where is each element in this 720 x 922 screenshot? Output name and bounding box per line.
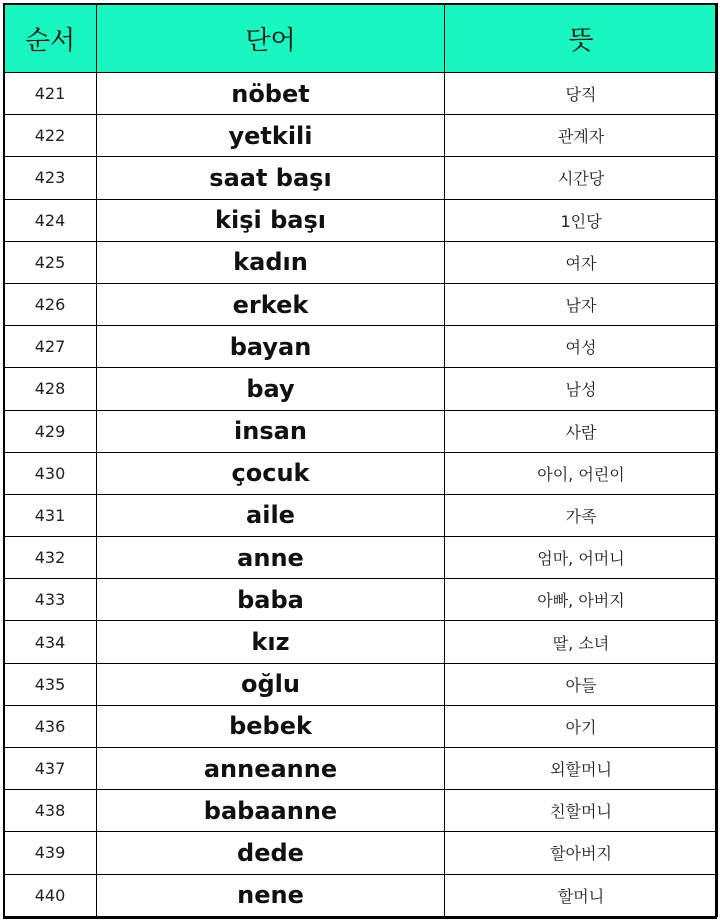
row-word: kız — [97, 621, 445, 663]
row-number: 431 — [4, 494, 97, 536]
row-meaning: 사람 — [445, 410, 718, 452]
table-row — [4, 748, 718, 790]
table-body — [4, 73, 718, 917]
row-number: 427 — [4, 326, 97, 368]
row-meaning: 아들 — [445, 663, 718, 705]
row-meaning: 할아버지 — [445, 832, 718, 874]
row-number: 424 — [4, 199, 97, 241]
table-row — [4, 537, 718, 579]
table-row — [4, 832, 718, 874]
row-number: 421 — [4, 73, 97, 115]
row-number: 429 — [4, 410, 97, 452]
row-number: 426 — [4, 283, 97, 325]
table-row — [4, 579, 718, 621]
row-word: aile — [97, 494, 445, 536]
row-word: kişi başı — [97, 199, 445, 241]
header-order: 순서 — [4, 4, 97, 73]
row-word: nöbet — [97, 73, 445, 115]
row-number: 430 — [4, 452, 97, 494]
row-number: 436 — [4, 705, 97, 747]
row-word: oğlu — [97, 663, 445, 705]
table-row — [4, 790, 718, 832]
row-meaning: 할머니 — [445, 874, 718, 916]
row-word: bay — [97, 368, 445, 410]
row-number: 428 — [4, 368, 97, 410]
row-number: 423 — [4, 157, 97, 199]
vocabulary-table — [3, 3, 718, 917]
table-row — [4, 410, 718, 452]
table-row — [4, 115, 718, 157]
row-meaning: 여자 — [445, 241, 718, 283]
header-word: 단어 — [97, 4, 445, 73]
row-word: baba — [97, 579, 445, 621]
row-meaning: 엄마, 어머니 — [445, 537, 718, 579]
table-row — [4, 874, 718, 916]
table-row — [4, 452, 718, 494]
row-number: 439 — [4, 832, 97, 874]
table-row — [4, 199, 718, 241]
row-word: erkek — [97, 283, 445, 325]
row-word: dede — [97, 832, 445, 874]
row-meaning: 친할머니 — [445, 790, 718, 832]
row-number: 434 — [4, 621, 97, 663]
row-word: saat başı — [97, 157, 445, 199]
row-meaning: 시간당 — [445, 157, 718, 199]
row-word: bayan — [97, 326, 445, 368]
table-row — [4, 157, 718, 199]
row-meaning: 아이, 어린이 — [445, 452, 718, 494]
row-word: anneanne — [97, 748, 445, 790]
row-word: insan — [97, 410, 445, 452]
row-number: 425 — [4, 241, 97, 283]
table-row — [4, 663, 718, 705]
row-meaning: 여성 — [445, 326, 718, 368]
row-meaning: 남성 — [445, 368, 718, 410]
table-row — [4, 283, 718, 325]
row-word: babaanne — [97, 790, 445, 832]
row-meaning: 딸, 소녀 — [445, 621, 718, 663]
row-word: bebek — [97, 705, 445, 747]
row-meaning: 관계자 — [445, 115, 718, 157]
row-number: 440 — [4, 874, 97, 916]
row-meaning: 아기 — [445, 705, 718, 747]
table-row — [4, 621, 718, 663]
table-row — [4, 241, 718, 283]
table-header-row — [4, 4, 718, 73]
table-row — [4, 73, 718, 115]
row-number: 432 — [4, 537, 97, 579]
row-word: yetkili — [97, 115, 445, 157]
row-word: nene — [97, 874, 445, 916]
table-row — [4, 326, 718, 368]
table-row — [4, 494, 718, 536]
row-word: kadın — [97, 241, 445, 283]
header-meaning: 뜻 — [445, 4, 718, 73]
row-number: 422 — [4, 115, 97, 157]
table-row — [4, 368, 718, 410]
row-meaning: 당직 — [445, 73, 718, 115]
row-word: çocuk — [97, 452, 445, 494]
row-meaning: 남자 — [445, 283, 718, 325]
row-meaning: 1인당 — [445, 199, 718, 241]
row-word: anne — [97, 537, 445, 579]
row-number: 438 — [4, 790, 97, 832]
row-meaning: 외할머니 — [445, 748, 718, 790]
row-meaning: 가족 — [445, 494, 718, 536]
row-number: 437 — [4, 748, 97, 790]
row-number: 435 — [4, 663, 97, 705]
row-meaning: 아빠, 아버지 — [445, 579, 718, 621]
vocabulary-table-container — [3, 3, 717, 919]
table-row — [4, 705, 718, 747]
row-number: 433 — [4, 579, 97, 621]
